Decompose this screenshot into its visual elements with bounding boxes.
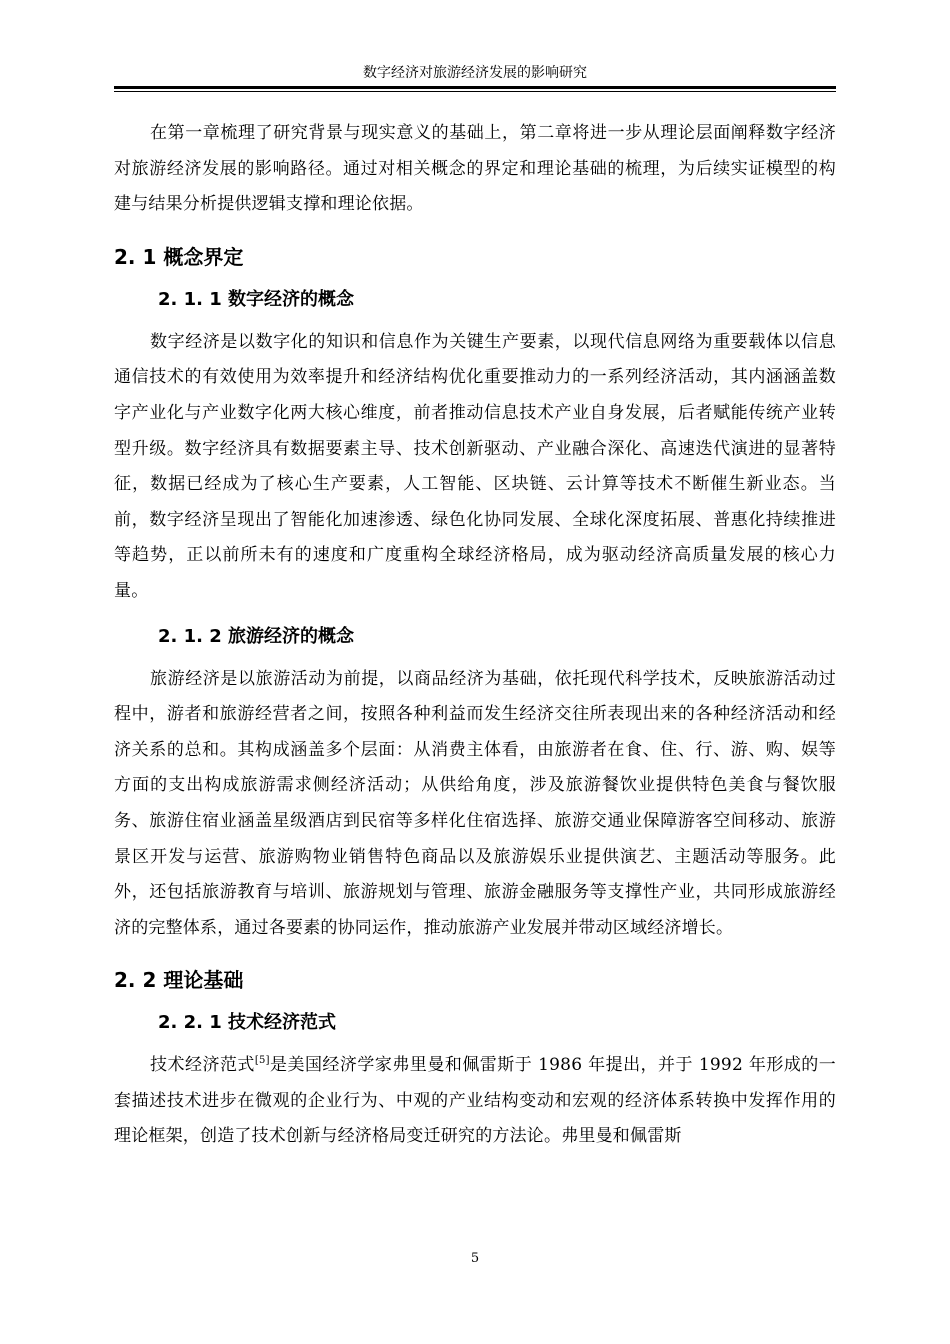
- tourism-economy-paragraph: 旅游经济是以旅游活动为前提，以商品经济为基础，依托现代科学技术，反映旅游活动过程中，游者和旅游经营者之间，按照各种利益而发生经济交往所表现出来的各种经济活动和经济关系的总和。其构成涵盖多个层面：从消费主体看，由旅游者在食、住、行、游、购、娱等方面的支出构成旅游需求侧经济活动；从供给角度，涉及旅游餐饮业提供特色美食与餐饮服务、旅游住宿业涵盖星级酒店到民宿等多样化住宿选择、旅游交通业保障游客空间移动、旅游景区开发与运营、旅游购物业销售特色商品以及旅游娱乐业提供演艺、主题活动等服务。此外，还包括旅游教育与培训、旅游规划与管理、旅游金融服务等支撑性产业，共同形成旅游经济的完整体系，通过各要素的协同运作，推动旅游产业发展并带动区域经济增长。: [114, 668, 836, 938]
- subsection-heading-2-1-2: 2. 1. 2 旅游经济的概念: [158, 625, 355, 647]
- subsection-heading-2-2-1: 2. 2. 1 技术经济范式: [158, 1012, 337, 1034]
- subsection-heading-2-1-1: 2. 1. 1 数字经济的概念: [158, 288, 355, 310]
- section-heading-2-1: 2. 1 概念界定: [114, 244, 244, 269]
- digital-economy-paragraph: 数字经济是以数字化的知识和信息作为关键生产要素，以现代信息网络为重要载体以信息通信技术的有效使用为效率提升和经济结构优化重要推动力的一系列经济活动，其内涵涵盖数字产业化与产业数字化两大核心维度，前者推动信息技术产业自身发展，后者赋能传统产业转型升级。数字经济具有数据要素主导、技术创新驱动、产业融合深化、高速迭代演进的显著特征，数据已经成为了核心生产要素，人工智能、区块链、云计算等技术不断催生新业态。当前，数字经济呈现出了智能化加速渗透、绿色化协同发展、全球化深度拓展、普惠化持续推进等趋势，正以前所未有的速度和广度重构全球经济格局，成为驱动经济高质量发展的核心力量。: [114, 331, 836, 601]
- techno-economic-paradigm-paragraph: [114, 1048, 836, 1155]
- header-rule: [114, 86, 836, 89]
- paragraph-text-rest: 是美国经济学家弗里曼和佩雷斯于 1986 年提出，并于 1992 年形成的一套描述技术进步在微观的企业行为、中观的产业结构变动和宏观的经济体系转换中发挥作用的理论框架，创造了技术创新与经济格局变迁研究的方法论。弗里曼和佩雷斯: [114, 1055, 836, 1147]
- page-number: 5: [470, 1251, 480, 1266]
- page-content: [114, 116, 836, 1155]
- header-rule-thin: [114, 91, 836, 92]
- intro-paragraph: 在第一章梳理了研究背景与现实意义的基础上，第二章将进一步从理论层面阐释数字经济对旅游经济发展的影响路径。通过对相关概念的界定和理论基础的梳理，为后续实证模型的构建与结果分析提供逻辑支撑和理论依据。: [114, 123, 836, 215]
- section-heading-2-2: 2. 2 理论基础: [114, 968, 244, 993]
- paragraph-text-start: 技术经济范式: [150, 1055, 255, 1076]
- running-header: 数字经济对旅游经济发展的影响研究: [363, 65, 587, 81]
- citation-reference[interactable]: [5]: [254, 1055, 270, 1067]
